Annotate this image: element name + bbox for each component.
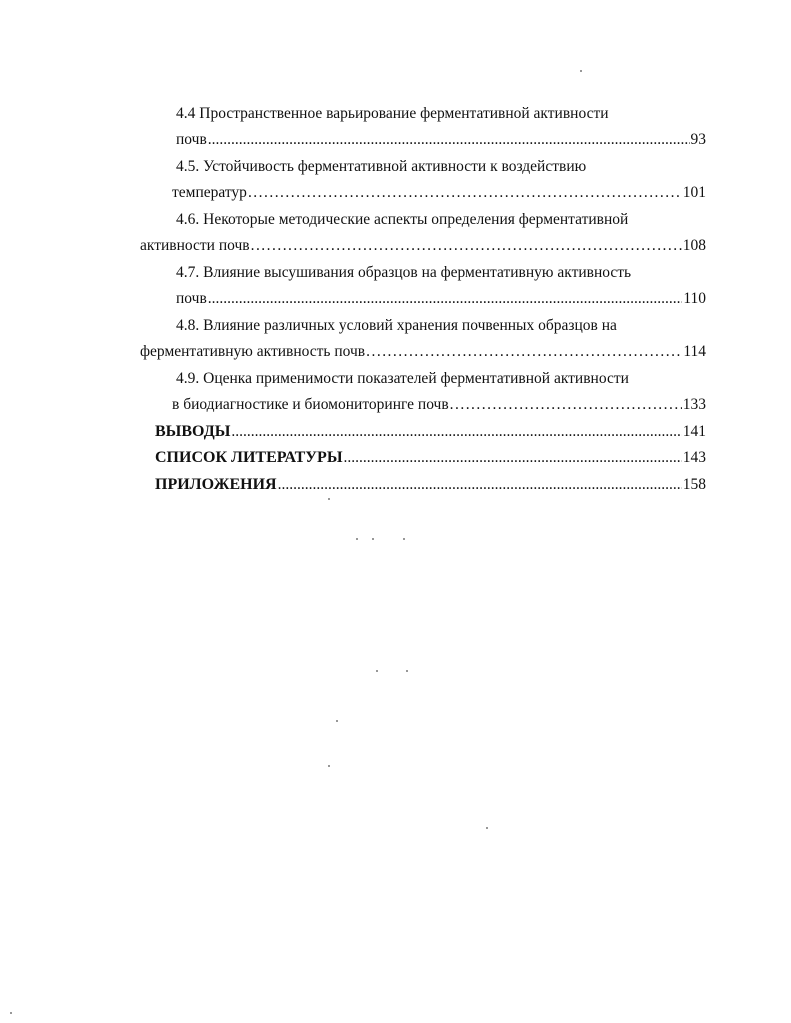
- toc-entry-title: активности почв: [140, 237, 250, 254]
- toc-entry-4-4-line1: [176, 104, 609, 124]
- toc-page-number: 143: [682, 449, 706, 466]
- toc-entry-4-9-line1: [176, 369, 629, 389]
- toc-page-number: 101: [682, 184, 706, 201]
- toc-page-number: 114: [683, 343, 706, 360]
- toc-entry-4-6-line1: [176, 210, 628, 230]
- scan-speck: [356, 538, 358, 540]
- toc-page-number: 108: [682, 237, 706, 254]
- scan-speck: [376, 670, 378, 672]
- toc-entry-references: [155, 448, 706, 468]
- toc-entry-4-6-line2: [140, 236, 706, 256]
- scan-speck: [10, 1012, 12, 1014]
- toc-entry-title: в биодиагностике и биомониторинге почв: [172, 396, 449, 413]
- toc-entry-title: температур: [172, 184, 247, 201]
- scan-speck: [403, 538, 405, 540]
- toc-entry-title: ферментативную активность почв: [140, 343, 366, 360]
- scan-speck: [406, 670, 408, 672]
- toc-entry-title: 4.8. Влияние различных условий хранения почвенных образцов на: [176, 317, 617, 334]
- toc-entry-title: 4.9. Оценка применимости показателей ферментативной активности: [176, 370, 629, 387]
- toc-leader-dots: [248, 183, 682, 203]
- toc-entry-4-9-line2: [172, 395, 706, 415]
- toc-entry-title: почв: [176, 290, 207, 307]
- toc-entry-title: 4.7. Влияние высушивания образцов на ферментативную активность: [176, 264, 632, 281]
- scan-speck: [486, 827, 488, 829]
- toc-entry-title: почв: [176, 131, 207, 148]
- scan-speck: [580, 70, 582, 72]
- scan-speck: [372, 538, 374, 540]
- toc-entry-title: ВЫВОДЫ: [155, 423, 231, 440]
- toc-entry-4-7-line2: [176, 289, 706, 309]
- toc-entry-title: 4.4 Пространственное варьирование ферментативной активности: [176, 105, 609, 122]
- toc-leader-dots: [208, 289, 683, 309]
- toc-page-number: 133: [682, 396, 706, 413]
- toc-entry-title: 4.5. Устойчивость ферментативной активности к воздействию: [176, 158, 587, 175]
- toc-entry-appendices: [155, 475, 706, 495]
- toc-entry-4-5-line2: [172, 183, 706, 203]
- scan-speck: [328, 498, 330, 500]
- toc-entry-title: ПРИЛОЖЕНИЯ: [155, 476, 277, 493]
- toc-leader-dots: [450, 395, 682, 415]
- toc-leader-dots: [231, 422, 681, 442]
- toc-leader-dots: [251, 236, 682, 256]
- toc-leader-dots: [208, 130, 690, 150]
- toc-page-number: 110: [683, 290, 706, 307]
- toc-page-number: 93: [690, 131, 706, 148]
- scan-speck: [328, 765, 330, 767]
- toc-entry-4-8-line2: [140, 342, 706, 362]
- toc-page-number: 158: [682, 476, 706, 493]
- toc-page-number: 141: [682, 423, 706, 440]
- toc-leader-dots: [278, 475, 682, 495]
- toc-entry-4-4-line2: [176, 130, 706, 150]
- toc-leader-dots: [344, 448, 682, 468]
- toc-entry-title: СПИСОК ЛИТЕРАТУРЫ: [155, 449, 343, 466]
- toc-leader-dots: [366, 342, 682, 362]
- toc-entry-4-8-line1: [176, 316, 617, 336]
- toc-entry-title: 4.6. Некоторые методические аспекты определения ферментативной: [176, 211, 629, 228]
- toc-entry-conclusions: [155, 422, 706, 442]
- toc-entry-4-5-line1: [176, 157, 586, 177]
- scan-speck: [336, 720, 338, 722]
- toc-entry-4-7-line1: [176, 263, 631, 283]
